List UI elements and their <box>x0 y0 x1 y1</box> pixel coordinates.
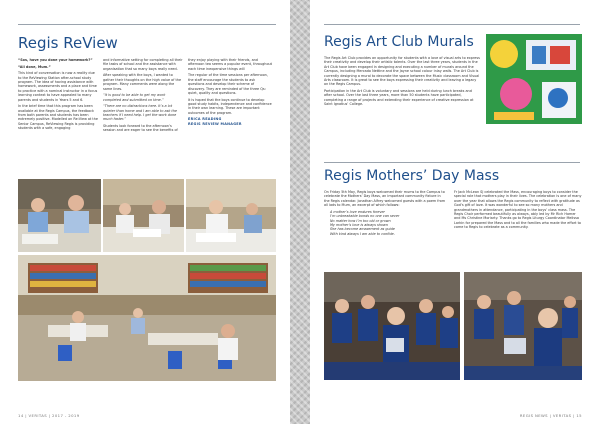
review-para-7: The regular of the time sessions per afternoon, the staff encourage the students to ask questions and develop their scheme of discovery. They are reminded of the three Qs: quiet, quality and questions. <box>188 73 268 96</box>
photo-colourful-mural <box>486 34 582 124</box>
left-footer: 14 | VERITAS | 2017 - 2019 <box>18 413 80 418</box>
mothers-day-title: Regis Mothers’ Day Mass <box>324 168 500 184</box>
review-para-4: After speaking with the boys, I wanted to gather their thoughts on the high value of the program. Many comments were along the same lines. <box>103 73 182 91</box>
right-page <box>310 0 600 424</box>
art-club-title: Regis Art Club Murals <box>324 34 474 50</box>
mass-para-2: Fr Jack McLean SJ celebrated the Mass, encouraging boys to consider the special role that mothers play in their lives. The celebration is one of many over the year that allows the Regis community to reflect with gratitude as God’s gift of love. It was wonderful to see so many mothers and grandmothers in attendance, participating in the boys’ class mass. The Regis Choir performed beautifully as always, ably led by Mr Rich Homer and Ms Christine Moriarty. Thanks go to Regis Liturgy Coordinator Melissa Larkin for prepared the Mass and to all the families who made the effort to come to Regis to celebrate as a community. <box>454 190 582 230</box>
right-footer: REGIS NEWS | VERITAS | 15 <box>519 413 582 418</box>
review-col-2 <box>103 58 183 135</box>
photo-library-classroom <box>18 255 276 381</box>
author-name: ERICA READING <box>188 117 222 122</box>
photo-boys-with-mothers <box>464 272 582 380</box>
author-role: REGIS REVIEW MANAGER <box>188 121 242 126</box>
art-para-1: The Regis Art Club provides an opportunity for students with a love of visual arts to express their creativity and develop their artistic talents. Over the last three years, students in the Art Club have been engaged in designing and executing a number of murals around the Campus, including Mercado Nettine and the Jayne school colour inlay walls. The Art Club is currently designing a mural to decorate the space between the Music classroom and Visual Arts classroom. It is great to see the boys expressing their creativity and leaving a legacy on the Regis Campus. <box>324 56 480 87</box>
photo-choir-boys <box>324 272 460 380</box>
review-col-1 <box>18 58 98 133</box>
regis-review-title: Regis ReView <box>18 34 118 52</box>
review-para-1: This kind of conversation is now a reality due to the ReViewing Station after-school study program. The idea of having assistance with homework, assessments and a place and time to practice with a nominal instructor in a focus learning context to have appealed to many parents and students in Years 5 and 6. <box>18 71 98 102</box>
review-quote-2: “All done, Mum.” <box>18 64 51 69</box>
review-col-3 <box>188 58 272 128</box>
review-quote-4: “There are no distractions here. It’s a lot quieter than home and I am able to ask the teachers if I need help. I get the work done much faster.” <box>103 104 177 122</box>
poem-line-4: My mother’s love is always shown <box>330 223 388 228</box>
left-page <box>0 0 290 424</box>
mass-poem <box>330 210 446 236</box>
mass-col-1 <box>324 190 446 236</box>
poem-line-2: I’m unbreakable bonds no one can sever <box>330 214 400 219</box>
art-club-body <box>324 56 480 109</box>
review-quote-1: “Sos, have you done your homework?” <box>18 58 93 62</box>
review-para-3: and informative setting for completing all their file tasks of school and the assistance with organisation that so many boys really need. <box>103 58 183 71</box>
top-rule-left <box>18 24 276 25</box>
photo-boys-reading <box>103 179 184 252</box>
photo-boy-writing <box>186 179 276 252</box>
mid-rule-right <box>324 162 580 163</box>
poem-line-5: She has become amazement as guide <box>330 227 395 232</box>
review-para-5: Students look forward to the afternoon’s session and are eager to see the benefits of <box>103 124 178 133</box>
poem-line-3: No matter how I’m too old or grown <box>330 218 391 223</box>
review-para-8: It is hoped that the boys continue to develop good study habits, independence and confidence in their own learning. These are important outcomes of the program. <box>188 97 272 115</box>
mass-col-2 <box>454 190 582 232</box>
poem-line-6: With kind always I am able to confide. <box>330 231 395 236</box>
poem-line-1: A mother’s love endures forever <box>330 209 385 214</box>
page-gutter <box>290 0 310 424</box>
photo-students-with-teacher <box>18 179 101 252</box>
review-quote-3: “It is good to be able to get my work completed and submitted on time.” <box>103 93 166 102</box>
review-para-6: they enjoy playing with their friends, and afternoon tea seems a popular event, throughout each time inexpensive things will <box>188 58 273 71</box>
top-rule-right <box>324 24 580 25</box>
mass-intro: On Friday 5th May, Regis boys welcomed their mums to the Campus to celebrate the Mothers’ Day Mass, an important community fixture in the Regis calendar. Jonathan Alfrey welcomed guests with a poem from all lads to Mum, an excerpt of which follows: <box>324 190 446 208</box>
art-para-2: Participation in the Art Club is voluntary and sessions are held during lunch breaks and after school. Over the last three years, more than 50 students have participated, completing a range of projects and extending their experience of creative expression at Saint Ignatius’ College. <box>324 89 474 107</box>
review-para-2: In the brief time that this program has been available at the Regis Campus, the feedback from both parents and students has been extremely positive. Modelled on Re:View at the Senior Campus, ReViewing Regis is providing students with a safe, engaging <box>18 104 98 131</box>
